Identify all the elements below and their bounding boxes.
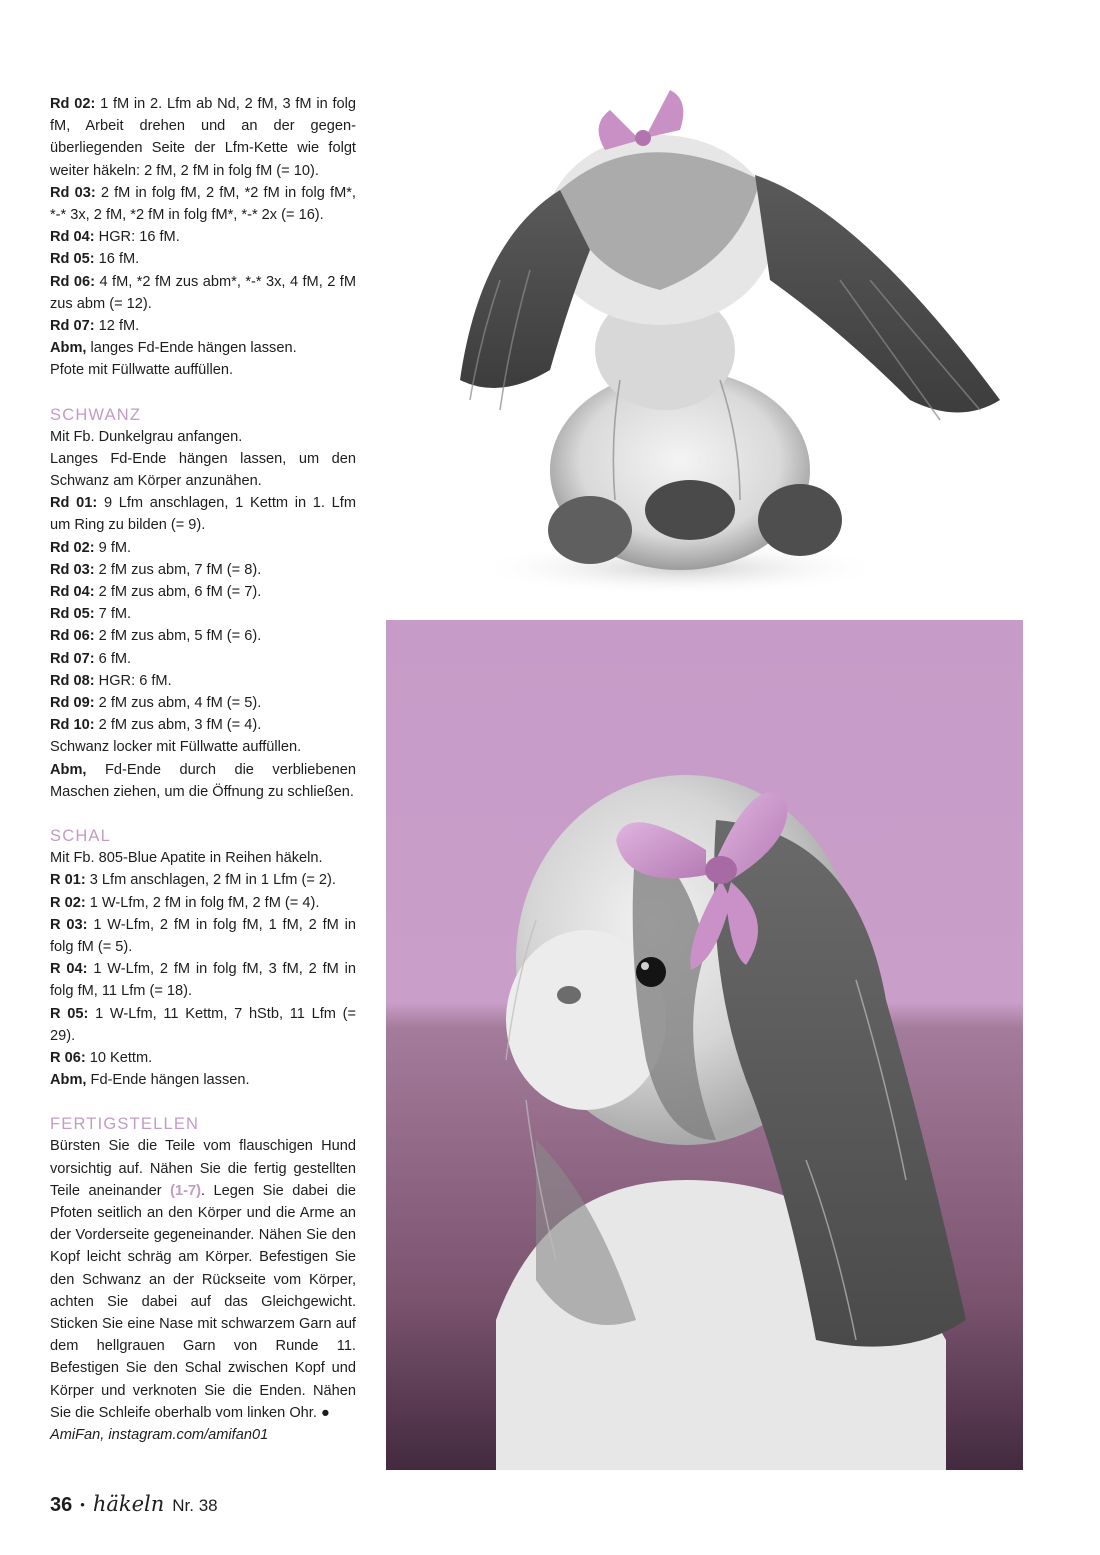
instruction-line xyxy=(50,492,356,536)
round-label: R 03: xyxy=(50,916,88,933)
round-text: 9 Lfm anschlagen, 1 Kettm in 1. Lfm um Ring zu bilden (= 9). xyxy=(50,495,356,534)
designer-credit: AmiFan, instagram.com/amifan01 xyxy=(50,1426,269,1443)
round-text: 1 fM in 2. Lfm ab Nd, 2 fM, 3 fM in folg fM, Arbeit drehen und an der gegenüberliegenden Seite der Lfm-Kette wie folgt weiter häkeln: 2 fM, 2 fM in folg fM (= 10). xyxy=(50,96,356,179)
instruction-line xyxy=(50,93,356,182)
instruction-line xyxy=(50,337,356,359)
round-text: 2 fM zus abm, 7 fM (= 8). xyxy=(94,561,262,578)
round-label: Abm, xyxy=(50,1072,87,1089)
round-label: R 02: xyxy=(50,894,86,911)
round-text: 2 fM zus abm, 6 fM (= 7). xyxy=(94,584,262,601)
instruction-line xyxy=(50,1003,356,1047)
round-label: Rd 09: xyxy=(50,695,95,712)
round-text: Langes Fd-Ende hängen lassen, um den Schwanz am Körper anzunähen. xyxy=(50,450,356,490)
round-text: Mit Fb. Dunkelgrau anfangen. xyxy=(50,428,243,445)
dog-head-illustration xyxy=(386,620,1023,1470)
round-label: Rd 03: xyxy=(50,184,96,201)
instruction-column xyxy=(50,93,356,1446)
round-label: Rd 08: xyxy=(50,672,95,689)
round-label: Rd 05: xyxy=(50,606,95,623)
round-text: 16 fM. xyxy=(94,251,140,268)
round-text: 1 W-Lfm, 2 fM in folg fM, 1 fM, 2 fM in folg fM (= 5). xyxy=(50,916,357,955)
round-label: R 05: xyxy=(50,1005,89,1022)
paw-continued-block xyxy=(50,93,356,382)
round-label: Rd 06: xyxy=(50,273,95,290)
footer-separator: • xyxy=(80,1497,85,1512)
round-label: Rd 01: xyxy=(50,495,98,512)
instruction-line xyxy=(50,315,356,337)
round-label: Abm, xyxy=(50,340,87,357)
dog-head-photo xyxy=(386,620,1023,1470)
round-label: Rd 10: xyxy=(50,717,95,734)
round-text: 10 Kettm. xyxy=(85,1049,153,1066)
instruction-line xyxy=(50,559,356,581)
instruction-line xyxy=(50,248,356,270)
fertigstellen-text-before: Bürsten Sie die Teile vom flauschigen Hund vorsichtig auf. Nähen Sie die fertig gestellten Teile aneinander xyxy=(50,1138,356,1199)
round-text: 1 W-Lfm, 2 fM in folg fM, 3 fM, 2 fM in folg fM, 11 Lfm (= 18). xyxy=(50,961,357,1000)
instruction-line xyxy=(50,892,356,914)
round-text: Pfote mit Füllwatte auffüllen. xyxy=(50,362,234,379)
round-label: Rd 02: xyxy=(50,96,96,112)
round-label: Rd 02: xyxy=(50,539,95,556)
instruction-line xyxy=(50,426,356,448)
page-footer xyxy=(50,1492,218,1522)
round-label: Rd 05: xyxy=(50,251,95,268)
round-label: Abm, xyxy=(50,761,87,778)
instruction-line xyxy=(50,537,356,559)
instruction-line xyxy=(50,226,356,248)
magazine-title: häkeln xyxy=(92,1492,165,1516)
step-reference: (1-7) xyxy=(170,1182,201,1199)
page-number: 36 xyxy=(50,1494,73,1516)
round-text: 7 fM. xyxy=(94,606,132,623)
round-text: 2 fM zus abm, 4 fM (= 5). xyxy=(94,695,262,712)
round-text: 2 fM zus abm, 5 fM (= 6). xyxy=(94,628,262,645)
dog-back-illustration xyxy=(440,80,1010,615)
instruction-line xyxy=(50,648,356,670)
instruction-line xyxy=(50,359,356,381)
instruction-line xyxy=(50,692,356,714)
round-label: R 06: xyxy=(50,1049,86,1066)
schal-block xyxy=(50,847,356,1091)
round-label: Rd 03: xyxy=(50,561,95,578)
round-text: 3 Lfm anschlagen, 2 fM in 1 Lfm (= 2). xyxy=(85,872,336,889)
instruction-line xyxy=(50,603,356,625)
fertigstellen-paragraph xyxy=(50,1135,356,1424)
instruction-line xyxy=(50,1069,356,1091)
instruction-line xyxy=(50,448,356,492)
round-text: 6 fM. xyxy=(94,650,132,667)
round-text: langes Fd-Ende hängen lassen. xyxy=(86,340,297,357)
instruction-line xyxy=(50,670,356,692)
round-text: 2 fM zus abm, 3 fM (= 4). xyxy=(94,717,262,734)
section-title-schal: SCHAL xyxy=(50,827,112,846)
round-label: Rd 06: xyxy=(50,628,95,645)
instruction-line xyxy=(50,1047,356,1069)
section-title-fertigstellen: FERTIGSTELLEN xyxy=(50,1115,200,1134)
round-text: Schwanz locker mit Füllwatte auffüllen. xyxy=(50,739,302,756)
instruction-line xyxy=(50,869,356,891)
instruction-line xyxy=(50,914,356,958)
round-text: Fd-Ende hängen lassen. xyxy=(86,1072,250,1089)
instruction-line xyxy=(50,736,356,758)
round-text: Mit Fb. 805-Blue Apatite in Reihen häkeln. xyxy=(50,850,323,867)
instruction-line xyxy=(50,581,356,603)
instruction-line xyxy=(50,958,356,1002)
round-label: R 01: xyxy=(50,872,86,889)
round-label: R 04: xyxy=(50,961,88,978)
instruction-line xyxy=(50,759,356,803)
round-text: 1 W-Lfm, 11 Kettm, 7 hStb, 11 Lfm (= 29). xyxy=(50,1005,357,1044)
round-text: 1 W-Lfm, 2 fM in folg fM, 2 fM (= 4). xyxy=(85,894,320,911)
issue-number: Nr. 38 xyxy=(172,1496,218,1515)
dog-eye-icon xyxy=(636,957,666,987)
round-text: 12 fM. xyxy=(94,318,140,335)
round-label: Rd 04: xyxy=(50,584,95,601)
round-text: 9 fM. xyxy=(94,539,132,556)
instruction-line xyxy=(50,182,356,226)
round-text: HGR: 6 fM. xyxy=(94,672,172,689)
round-label: Rd 04: xyxy=(50,229,95,246)
instruction-line xyxy=(50,714,356,736)
round-text: Fd-Ende durch die verbliebenen Maschen ziehen, um die Öffnung zu schließen. xyxy=(50,761,356,800)
fertigstellen-text-after: . Legen Sie dabei die Pfoten seitlich an den Körper und die Arme an der Vorderseite gegeneinander. Nähen Sie den Kopf leicht schräg am Körper. Befestigen Sie den Schwanz an der Rückseite vom Körper, achten Sie dabei auf das Gleichgewicht. Sticken Sie eine Nase mit schwarzem Garn auf dem hellgrauen Garn von Runde 11. Befestigen Sie den Schal zwischen Kopf und Körper und verknoten Sie die Enden. Nähen Sie die Schleife oberhalb vom linken Ohr. xyxy=(50,1182,356,1421)
dog-back-photo xyxy=(440,80,1010,615)
round-label: Rd 07: xyxy=(50,318,95,335)
round-text: 4 fM, *2 fM zus abm*, *-* 3x, 4 fM, 2 fM zus abm (= 12). xyxy=(50,273,356,312)
section-title-schwanz: SCHWANZ xyxy=(50,405,142,424)
schwanz-block xyxy=(50,426,356,803)
round-text: HGR: 16 fM. xyxy=(94,229,180,246)
instruction-line xyxy=(50,847,356,869)
end-mark: ● xyxy=(316,1404,330,1421)
instruction-line xyxy=(50,271,356,315)
round-label: Rd 07: xyxy=(50,650,95,667)
instruction-line xyxy=(50,625,356,647)
round-text: 2 fM in folg fM, 2 fM, *2 fM in folg fM*, *-* 3x, 2 fM, *2 fM in folg fM*, *-* 2x (= 16). xyxy=(50,184,356,224)
